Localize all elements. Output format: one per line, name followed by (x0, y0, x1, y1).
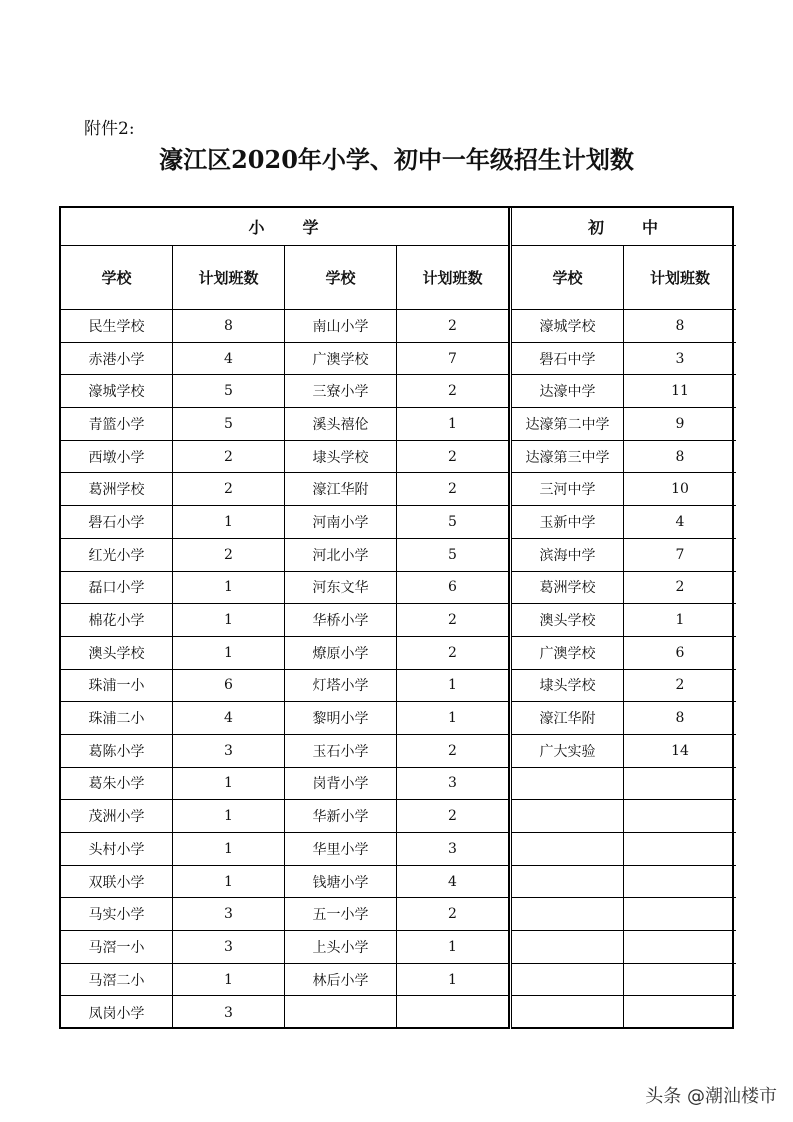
middle-school-cell: 玉新中学 (512, 506, 624, 539)
middle-classes-cell: 10 (624, 473, 736, 506)
middle-classes-cell: 2 (624, 670, 736, 703)
primary-right-classes-cell: 3 (397, 833, 509, 866)
primary-left-school-cell: 民生学校 (61, 310, 173, 343)
primary-left-classes-cell: 1 (173, 768, 285, 801)
primary-left-classes-cell: 1 (173, 964, 285, 997)
primary-left-school-cell: 青篮小学 (61, 408, 173, 441)
primary-left-classes-cell: 2 (173, 473, 285, 506)
primary-right-classes-cell: 2 (397, 735, 509, 768)
primary-right-school-cell: 钱塘小学 (285, 866, 397, 899)
primary-left-school-cell: 西墩小学 (61, 441, 173, 474)
primary-right-classes-cell: 2 (397, 473, 509, 506)
primary-right-classes-cell: 1 (397, 670, 509, 703)
primary-left-school-cell: 茂洲小学 (61, 800, 173, 833)
primary-left-school-cell: 葛陈小学 (61, 735, 173, 768)
column-header-school: 学校 (285, 246, 397, 310)
primary-right-classes-cell (397, 996, 509, 1029)
primary-left-classes-cell: 2 (173, 539, 285, 572)
primary-left-school-cell: 磊口小学 (61, 572, 173, 605)
attachment-label: 附件2: (84, 119, 135, 139)
primary-right-school-cell: 濠江华附 (285, 473, 397, 506)
watermark: 头条 @潮汕楼市 (645, 1086, 777, 1107)
middle-classes-cell: 4 (624, 506, 736, 539)
middle-school-cell (512, 996, 624, 1029)
primary-left-classes-cell: 3 (173, 735, 285, 768)
primary-left-school-cell: 棉花小学 (61, 604, 173, 637)
middle-school-cell: 三河中学 (512, 473, 624, 506)
primary-right-classes-cell: 2 (397, 604, 509, 637)
primary-left-classes-cell: 4 (173, 702, 285, 735)
primary-right-school-cell: 灯塔小学 (285, 670, 397, 703)
primary-right-school-cell (285, 996, 397, 1029)
primary-left-classes-cell: 1 (173, 833, 285, 866)
enrollment-table (59, 206, 734, 1029)
middle-school-cell (512, 866, 624, 899)
primary-right-classes-cell: 5 (397, 539, 509, 572)
primary-right-school-cell: 南山小学 (285, 310, 397, 343)
primary-right-school-cell: 广澳学校 (285, 343, 397, 376)
primary-left-school-cell: 头村小学 (61, 833, 173, 866)
primary-left-school-cell: 濠城学校 (61, 375, 173, 408)
primary-right-classes-cell: 2 (397, 800, 509, 833)
primary-right-school-cell: 五一小学 (285, 898, 397, 931)
middle-school-cell: 达濠第三中学 (512, 441, 624, 474)
primary-right-classes-cell: 5 (397, 506, 509, 539)
primary-left-classes-cell: 1 (173, 506, 285, 539)
primary-right-school-cell: 玉石小学 (285, 735, 397, 768)
primary-right-classes-cell: 2 (397, 375, 509, 408)
primary-right-school-cell: 三寮小学 (285, 375, 397, 408)
primary-right-school-cell: 岗背小学 (285, 768, 397, 801)
primary-left-school-cell: 马滘二小 (61, 964, 173, 997)
primary-section-header: 小 学 (61, 208, 509, 246)
primary-left-classes-cell: 1 (173, 604, 285, 637)
primary-left-school-cell: 赤港小学 (61, 343, 173, 376)
primary-right-school-cell: 华新小学 (285, 800, 397, 833)
middle-school-cell: 礐石中学 (512, 343, 624, 376)
primary-left-school-cell: 澳头学校 (61, 637, 173, 670)
primary-left-classes-cell: 8 (173, 310, 285, 343)
middle-classes-cell (624, 833, 736, 866)
primary-left-classes-cell: 1 (173, 572, 285, 605)
middle-classes-cell: 3 (624, 343, 736, 376)
middle-classes-cell: 8 (624, 310, 736, 343)
primary-right-school-cell: 林后小学 (285, 964, 397, 997)
middle-school-cell: 滨海中学 (512, 539, 624, 572)
middle-school-cell: 广澳学校 (512, 637, 624, 670)
primary-right-school-cell: 黎明小学 (285, 702, 397, 735)
primary-right-classes-cell: 6 (397, 572, 509, 605)
primary-left-school-cell: 红光小学 (61, 539, 173, 572)
middle-school-cell: 濠城学校 (512, 310, 624, 343)
primary-left-school-cell: 葛朱小学 (61, 768, 173, 801)
middle-school-cell (512, 768, 624, 801)
primary-right-school-cell: 燎原小学 (285, 637, 397, 670)
primary-left-classes-cell: 2 (173, 441, 285, 474)
middle-classes-cell (624, 931, 736, 964)
middle-school-cell (512, 800, 624, 833)
primary-left-classes-cell: 1 (173, 637, 285, 670)
primary-right-classes-cell: 1 (397, 931, 509, 964)
middle-classes-cell: 1 (624, 604, 736, 637)
primary-left-classes-cell: 3 (173, 898, 285, 931)
primary-left-school-cell: 珠浦二小 (61, 702, 173, 735)
primary-right-school-cell: 河东文华 (285, 572, 397, 605)
middle-school-cell: 澳头学校 (512, 604, 624, 637)
middle-classes-cell: 2 (624, 572, 736, 605)
primary-right-school-cell: 河北小学 (285, 539, 397, 572)
primary-left-school-cell: 马滘一小 (61, 931, 173, 964)
primary-left-classes-cell: 6 (173, 670, 285, 703)
middle-classes-cell (624, 898, 736, 931)
primary-right-classes-cell: 1 (397, 702, 509, 735)
middle-school-cell: 濠江华附 (512, 702, 624, 735)
middle-classes-cell: 8 (624, 702, 736, 735)
middle-classes-cell: 8 (624, 441, 736, 474)
primary-right-classes-cell: 2 (397, 441, 509, 474)
primary-left-classes-cell: 3 (173, 996, 285, 1029)
column-header-school: 学校 (61, 246, 173, 310)
primary-left-classes-cell: 4 (173, 343, 285, 376)
middle-school-cell (512, 964, 624, 997)
primary-right-school-cell: 溪头禧伦 (285, 408, 397, 441)
column-header-classes: 计划班数 (397, 246, 509, 310)
middle-school-cell: 埭头学校 (512, 670, 624, 703)
middle-classes-cell (624, 964, 736, 997)
primary-right-classes-cell: 1 (397, 408, 509, 441)
primary-left-classes-cell: 1 (173, 866, 285, 899)
primary-left-school-cell: 双联小学 (61, 866, 173, 899)
middle-school-cell (512, 833, 624, 866)
middle-school-cell: 达濠第二中学 (512, 408, 624, 441)
primary-left-school-cell: 葛洲学校 (61, 473, 173, 506)
middle-classes-cell (624, 866, 736, 899)
middle-school-cell: 广大实验 (512, 735, 624, 768)
primary-left-classes-cell: 1 (173, 800, 285, 833)
primary-right-classes-cell: 3 (397, 768, 509, 801)
middle-classes-cell: 9 (624, 408, 736, 441)
page-title: 濠江区2020年小学、初中一年级招生计划数 (159, 145, 634, 174)
middle-school-cell: 葛洲学校 (512, 572, 624, 605)
primary-right-classes-cell: 2 (397, 637, 509, 670)
primary-right-school-cell: 上头小学 (285, 931, 397, 964)
primary-right-school-cell: 华里小学 (285, 833, 397, 866)
middle-classes-cell (624, 996, 736, 1029)
middle-school-cell (512, 898, 624, 931)
primary-right-school-cell: 河南小学 (285, 506, 397, 539)
middle-classes-cell: 14 (624, 735, 736, 768)
middle-classes-cell (624, 768, 736, 801)
primary-right-classes-cell: 2 (397, 898, 509, 931)
primary-left-school-cell: 珠浦一小 (61, 670, 173, 703)
primary-left-school-cell: 凤岗小学 (61, 996, 173, 1029)
middle-school-cell (512, 931, 624, 964)
middle-classes-cell (624, 800, 736, 833)
primary-right-classes-cell: 4 (397, 866, 509, 899)
middle-school-cell: 达濠中学 (512, 375, 624, 408)
primary-right-school-cell: 华桥小学 (285, 604, 397, 637)
middle-classes-cell: 11 (624, 375, 736, 408)
primary-right-classes-cell: 1 (397, 964, 509, 997)
primary-left-school-cell: 马实小学 (61, 898, 173, 931)
middle-section-header: 初 中 (512, 208, 736, 246)
primary-right-school-cell: 埭头学校 (285, 441, 397, 474)
primary-right-classes-cell: 7 (397, 343, 509, 376)
middle-classes-cell: 6 (624, 637, 736, 670)
column-header-classes: 计划班数 (624, 246, 736, 310)
middle-classes-cell: 7 (624, 539, 736, 572)
column-header-school: 学校 (512, 246, 624, 310)
primary-left-school-cell: 礐石小学 (61, 506, 173, 539)
primary-left-classes-cell: 5 (173, 408, 285, 441)
primary-left-classes-cell: 5 (173, 375, 285, 408)
column-header-classes: 计划班数 (173, 246, 285, 310)
primary-right-classes-cell: 2 (397, 310, 509, 343)
primary-left-classes-cell: 3 (173, 931, 285, 964)
